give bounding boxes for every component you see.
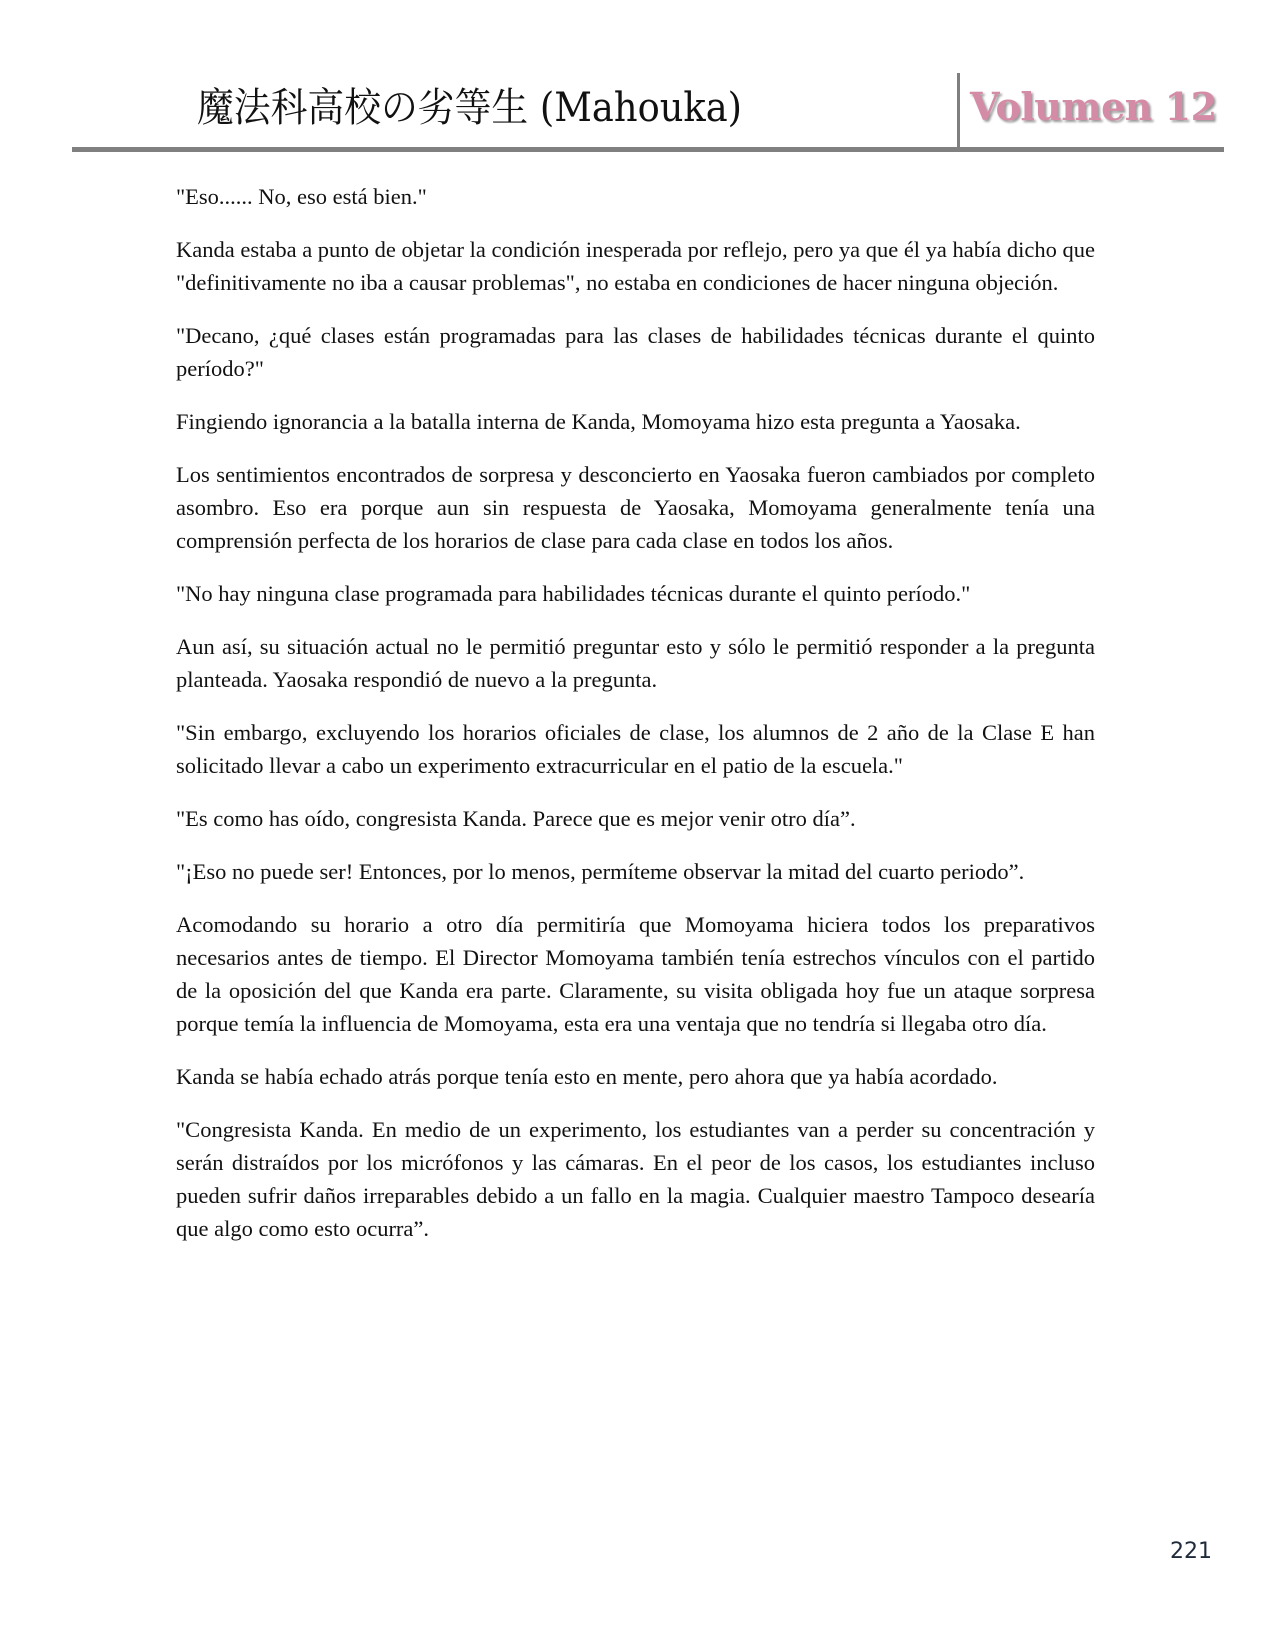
page-number: 221 bbox=[1170, 1539, 1212, 1564]
header-vertical-divider bbox=[957, 73, 960, 149]
paragraph: Kanda se había echado atrás porque tenía esto en mente, pero ahora que ya había acordado. bbox=[176, 1064, 998, 1089]
paragraph: "¡Eso no puede ser! Entonces, por lo menos, permíteme observar la mitad del cuarto periodo”. bbox=[176, 859, 1025, 884]
volume-label: Volumen 12 bbox=[970, 84, 1217, 129]
paragraph: Fingiendo ignorancia a la batalla interna de Kanda, Momoyama hizo esta pregunta a Yaosaka. bbox=[176, 409, 1021, 434]
header-horizontal-rule bbox=[72, 147, 1224, 152]
paragraph: Aun así, su situación actual no le permitió preguntar esto y sólo le permitió responder a la pregunta planteada. Yaosaka respondió de nuevo a la pregunta. bbox=[176, 634, 1095, 692]
paragraph: "Decano, ¿qué clases están programadas para las clases de habilidades técnicas durante el quinto período?" bbox=[176, 323, 1095, 381]
paragraph: "Sin embargo, excluyendo los horarios oficiales de clase, los alumnos de 2 año de la Clase E han solicitado llevar a cabo un experimento extracurricular en el patio de la escuela." bbox=[176, 720, 1095, 778]
book-title: 魔法科高校の劣等生 (Mahouka) bbox=[197, 85, 743, 131]
paragraph: "Congresista Kanda. En medio de un experimento, los estudiantes van a perder su concentración y serán distraídos por los micrófonos y las cámaras. En el peor de los casos, los estudiantes incluso pueden sufrir daños irreparables debido a un fallo en la magia. Cualquier maestro Tampoco desearía que algo como esto ocurra”. bbox=[176, 1117, 1095, 1241]
paragraph: "No hay ninguna clase programada para habilidades técnicas durante el quinto período." bbox=[176, 581, 971, 606]
paragraph: Acomodando su horario a otro día permitiría que Momoyama hiciera todos los preparativos necesarios antes de tiempo. El Director Momoyama también tenía estrechos vínculos con el partido de la oposición del que Kanda era parte. Claramente, su visita obligada hoy fue un ataque sorpresa porque temía la influencia de Momoyama, esta era una ventaja que no tendría si llegaba otro día. bbox=[176, 912, 1095, 1036]
paragraph: "Es como has oído, congresista Kanda. Parece que es mejor venir otro día”. bbox=[176, 806, 856, 831]
page-body bbox=[176, 180, 1095, 1265]
paragraph: Los sentimientos encontrados de sorpresa y desconcierto en Yaosaka fueron cambiados por completo asombro. Eso era porque aun sin respuesta de Yaosaka, Momoyama generalmente tenía una comprensión perfecta de los horarios de clase para cada clase en todos los años. bbox=[176, 462, 1095, 553]
paragraph: Kanda estaba a punto de objetar la condición inesperada por reflejo, pero ya que él ya había dicho que "definitivamente no iba a causar problemas", no estaba en condiciones de hacer ninguna objeción. bbox=[176, 237, 1095, 295]
page-header bbox=[0, 0, 1275, 155]
paragraph: "Eso...... No, eso está bien." bbox=[176, 184, 427, 209]
